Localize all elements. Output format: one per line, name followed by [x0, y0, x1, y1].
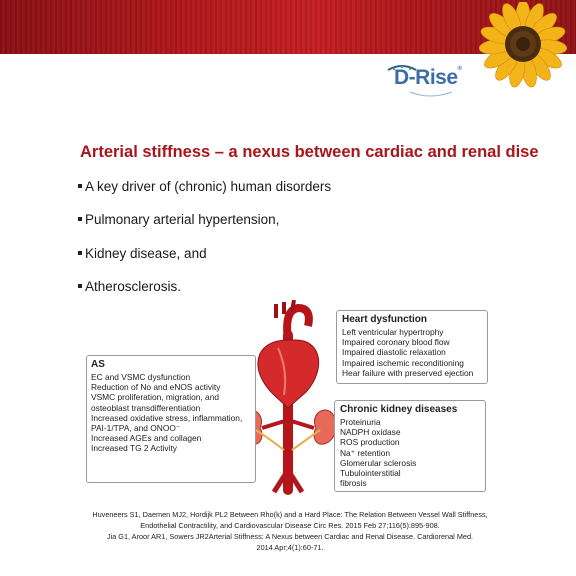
list-item: Tubulointerstitial: [340, 468, 401, 479]
references: [70, 509, 510, 553]
bullet-item: Atherosclerosis.: [78, 279, 181, 294]
heart-dysfunction-box: [336, 310, 488, 384]
list-item: Proteinuria: [340, 417, 381, 427]
arterial-stiffness-figure: [86, 300, 506, 500]
list-item: Glomerular sclerosis: [340, 457, 417, 468]
list-item: EC and VSMC dysfunction: [91, 372, 191, 382]
reference-line: Huveneers S1, Daemen MJ2, Hordijk PL2 Between Rho(k) and a Hard Place: The Relation Between Vessel Wall Stiffness,: [92, 510, 488, 519]
bullet-item: A key driver of (chronic) human disorders: [78, 179, 331, 194]
list-item: Reduction of No and eNOS activity: [91, 382, 221, 393]
list-item: Hear failure with preserved ejection: [342, 367, 474, 378]
list-item: Increased AGEs and collagen: [91, 433, 202, 444]
list-item: fibrosis: [340, 478, 367, 489]
reference-line: 2014 Apr;4(1):60-71.: [256, 543, 324, 552]
heart-dysfunction-title: Heart dysfunction: [342, 314, 428, 325]
list-item: NADPH oxidase: [340, 427, 401, 438]
sunflower-icon: [478, 2, 568, 92]
reference-line: Endothelial Contractility, and Cardiovascular Disease Circ Res. 2015 Feb 27;116(5):895-908.: [140, 521, 440, 530]
list-item: osteoblast transdifferentiation: [91, 402, 201, 413]
list-item: Na⁺ retention: [340, 447, 391, 458]
list-item: Left ventricular hypertrophy: [342, 327, 444, 337]
slide-title: Arterial stiffness – a nexus between cardiac and renal dise: [80, 143, 539, 161]
logo-text: D-Rise®: [394, 66, 462, 89]
list-item: Increased TG 2 Activity: [91, 443, 177, 454]
list-item: PAI-1/TPA, and ONOO⁻: [91, 423, 181, 434]
list-item: ROS production: [340, 437, 400, 448]
list-item: Impaired diastolic relaxation: [342, 347, 446, 358]
d-rise-logo: [382, 64, 472, 100]
list-item: Impaired ischemic reconditioning: [342, 357, 464, 368]
as-title: AS: [91, 359, 105, 370]
as-box: [86, 355, 256, 483]
bullet-item: Pulmonary arterial hypertension,: [78, 212, 279, 227]
ckd-title: Chronic kidney diseases: [340, 404, 458, 415]
chronic-kidney-diseases-box: [334, 400, 486, 492]
list-item: Increased oxidative stress, inflammation,: [91, 412, 243, 423]
list-item: VSMC proliferation, migration, and: [91, 392, 220, 403]
bullet-item: Kidney disease, and: [78, 246, 207, 261]
list-item: Impaired coronary blood flow: [342, 337, 450, 348]
reference-line: Jia G1, Aroor AR1, Sowers JR2Arterial Stiffness: A Nexus between Cardiac and Renal Disease. Cardiorenal Med.: [106, 532, 474, 541]
